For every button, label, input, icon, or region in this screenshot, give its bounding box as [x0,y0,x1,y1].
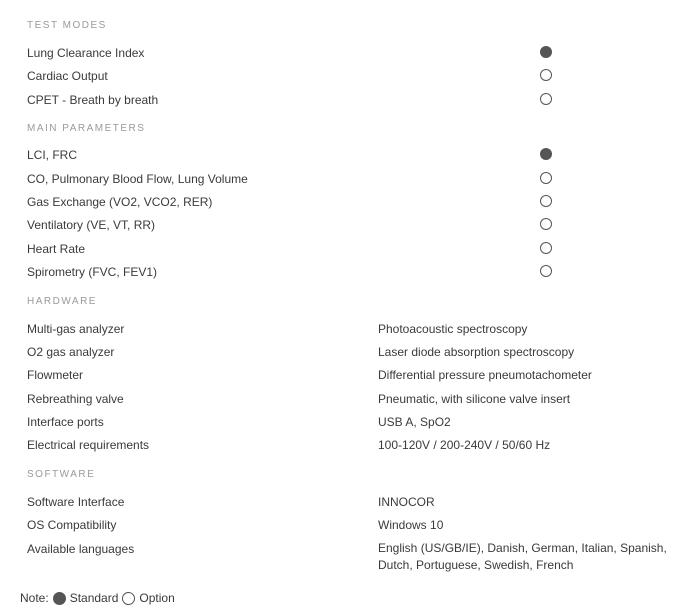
row-label: Electrical requirements [27,438,150,452]
row-value: Laser diode absorption spectroscopy [378,345,575,359]
row-value: Pneumatic, with silicone valve insert [378,392,571,406]
row-label: Interface ports [27,415,104,429]
note-prefix: Note: [20,591,49,605]
hardware-row [27,436,687,454]
legend-standard-label: Standard [69,591,119,605]
option-dot-icon [540,69,552,81]
row-label: Spirometry (FVC, FEV1) [27,265,158,279]
row-label: Software Interface [27,495,125,509]
row-label: CO, Pulmonary Blood Flow, Lung Volume [27,172,248,186]
hardware-row [27,343,687,361]
hardware-row [27,390,687,408]
row-label: OS Compatibility [27,518,117,532]
standard-dot-icon [540,46,552,58]
software-row [27,540,687,576]
legend-note [20,590,175,606]
row-label: Ventilatory (VE, VT, RR) [27,218,156,232]
section-title-hardware: HARDWARE [27,296,97,307]
parameter-row [27,216,687,234]
parameter-row [27,263,687,281]
row-label: Rebreathing valve [27,392,124,406]
row-value: INNOCOR [378,495,435,509]
option-dot-icon [540,195,552,207]
legend-option-label: Option [139,591,175,605]
row-label: Flowmeter [27,368,84,382]
row-label: CPET - Breath by breath [27,93,159,107]
software-row [27,493,687,511]
row-value: Differential pressure pneumotachometer [378,368,592,382]
parameter-row [27,170,687,188]
row-label: Heart Rate [27,242,86,256]
row-label: Lung Clearance Index [27,46,145,60]
software-row [27,516,687,534]
row-label: LCI, FRC [27,148,78,162]
option-dot-icon [540,265,552,277]
option-dot-icon [540,242,552,254]
hardware-row [27,320,687,338]
row-value: 100-120V / 200-240V / 50/60 Hz [378,438,551,452]
test-mode-row [27,67,687,85]
section-title-main-parameters: MAIN PARAMETERS [27,123,146,134]
option-dot-icon [540,172,552,184]
standard-dot-icon [53,592,66,605]
parameter-row [27,146,687,164]
section-title-test-modes: TEST MODES [27,20,107,31]
row-label: Gas Exchange (VO2, VCO2, RER) [27,195,213,209]
option-dot-icon [540,218,552,230]
section-title-software: SOFTWARE [27,469,96,480]
row-label: Cardiac Output [27,69,108,83]
row-value: Windows 10 [378,518,444,532]
row-label: Multi-gas analyzer [27,322,125,336]
row-value: English (US/GB/IE), Danish, German, Italian, Spanish, Dutch, Portuguese, Swedish, French [378,541,667,572]
option-dot-icon [122,592,135,605]
row-label: O2 gas analyzer [27,345,115,359]
hardware-row [27,413,687,431]
row-label: Available languages [27,542,135,556]
option-dot-icon [540,93,552,105]
test-mode-row [27,44,687,62]
row-value: USB A, SpO2 [378,415,451,429]
hardware-row [27,366,687,384]
row-value: Photoacoustic spectroscopy [378,322,528,336]
parameter-row [27,240,687,258]
standard-dot-icon [540,148,552,160]
test-mode-row [27,91,687,109]
parameter-row [27,193,687,211]
